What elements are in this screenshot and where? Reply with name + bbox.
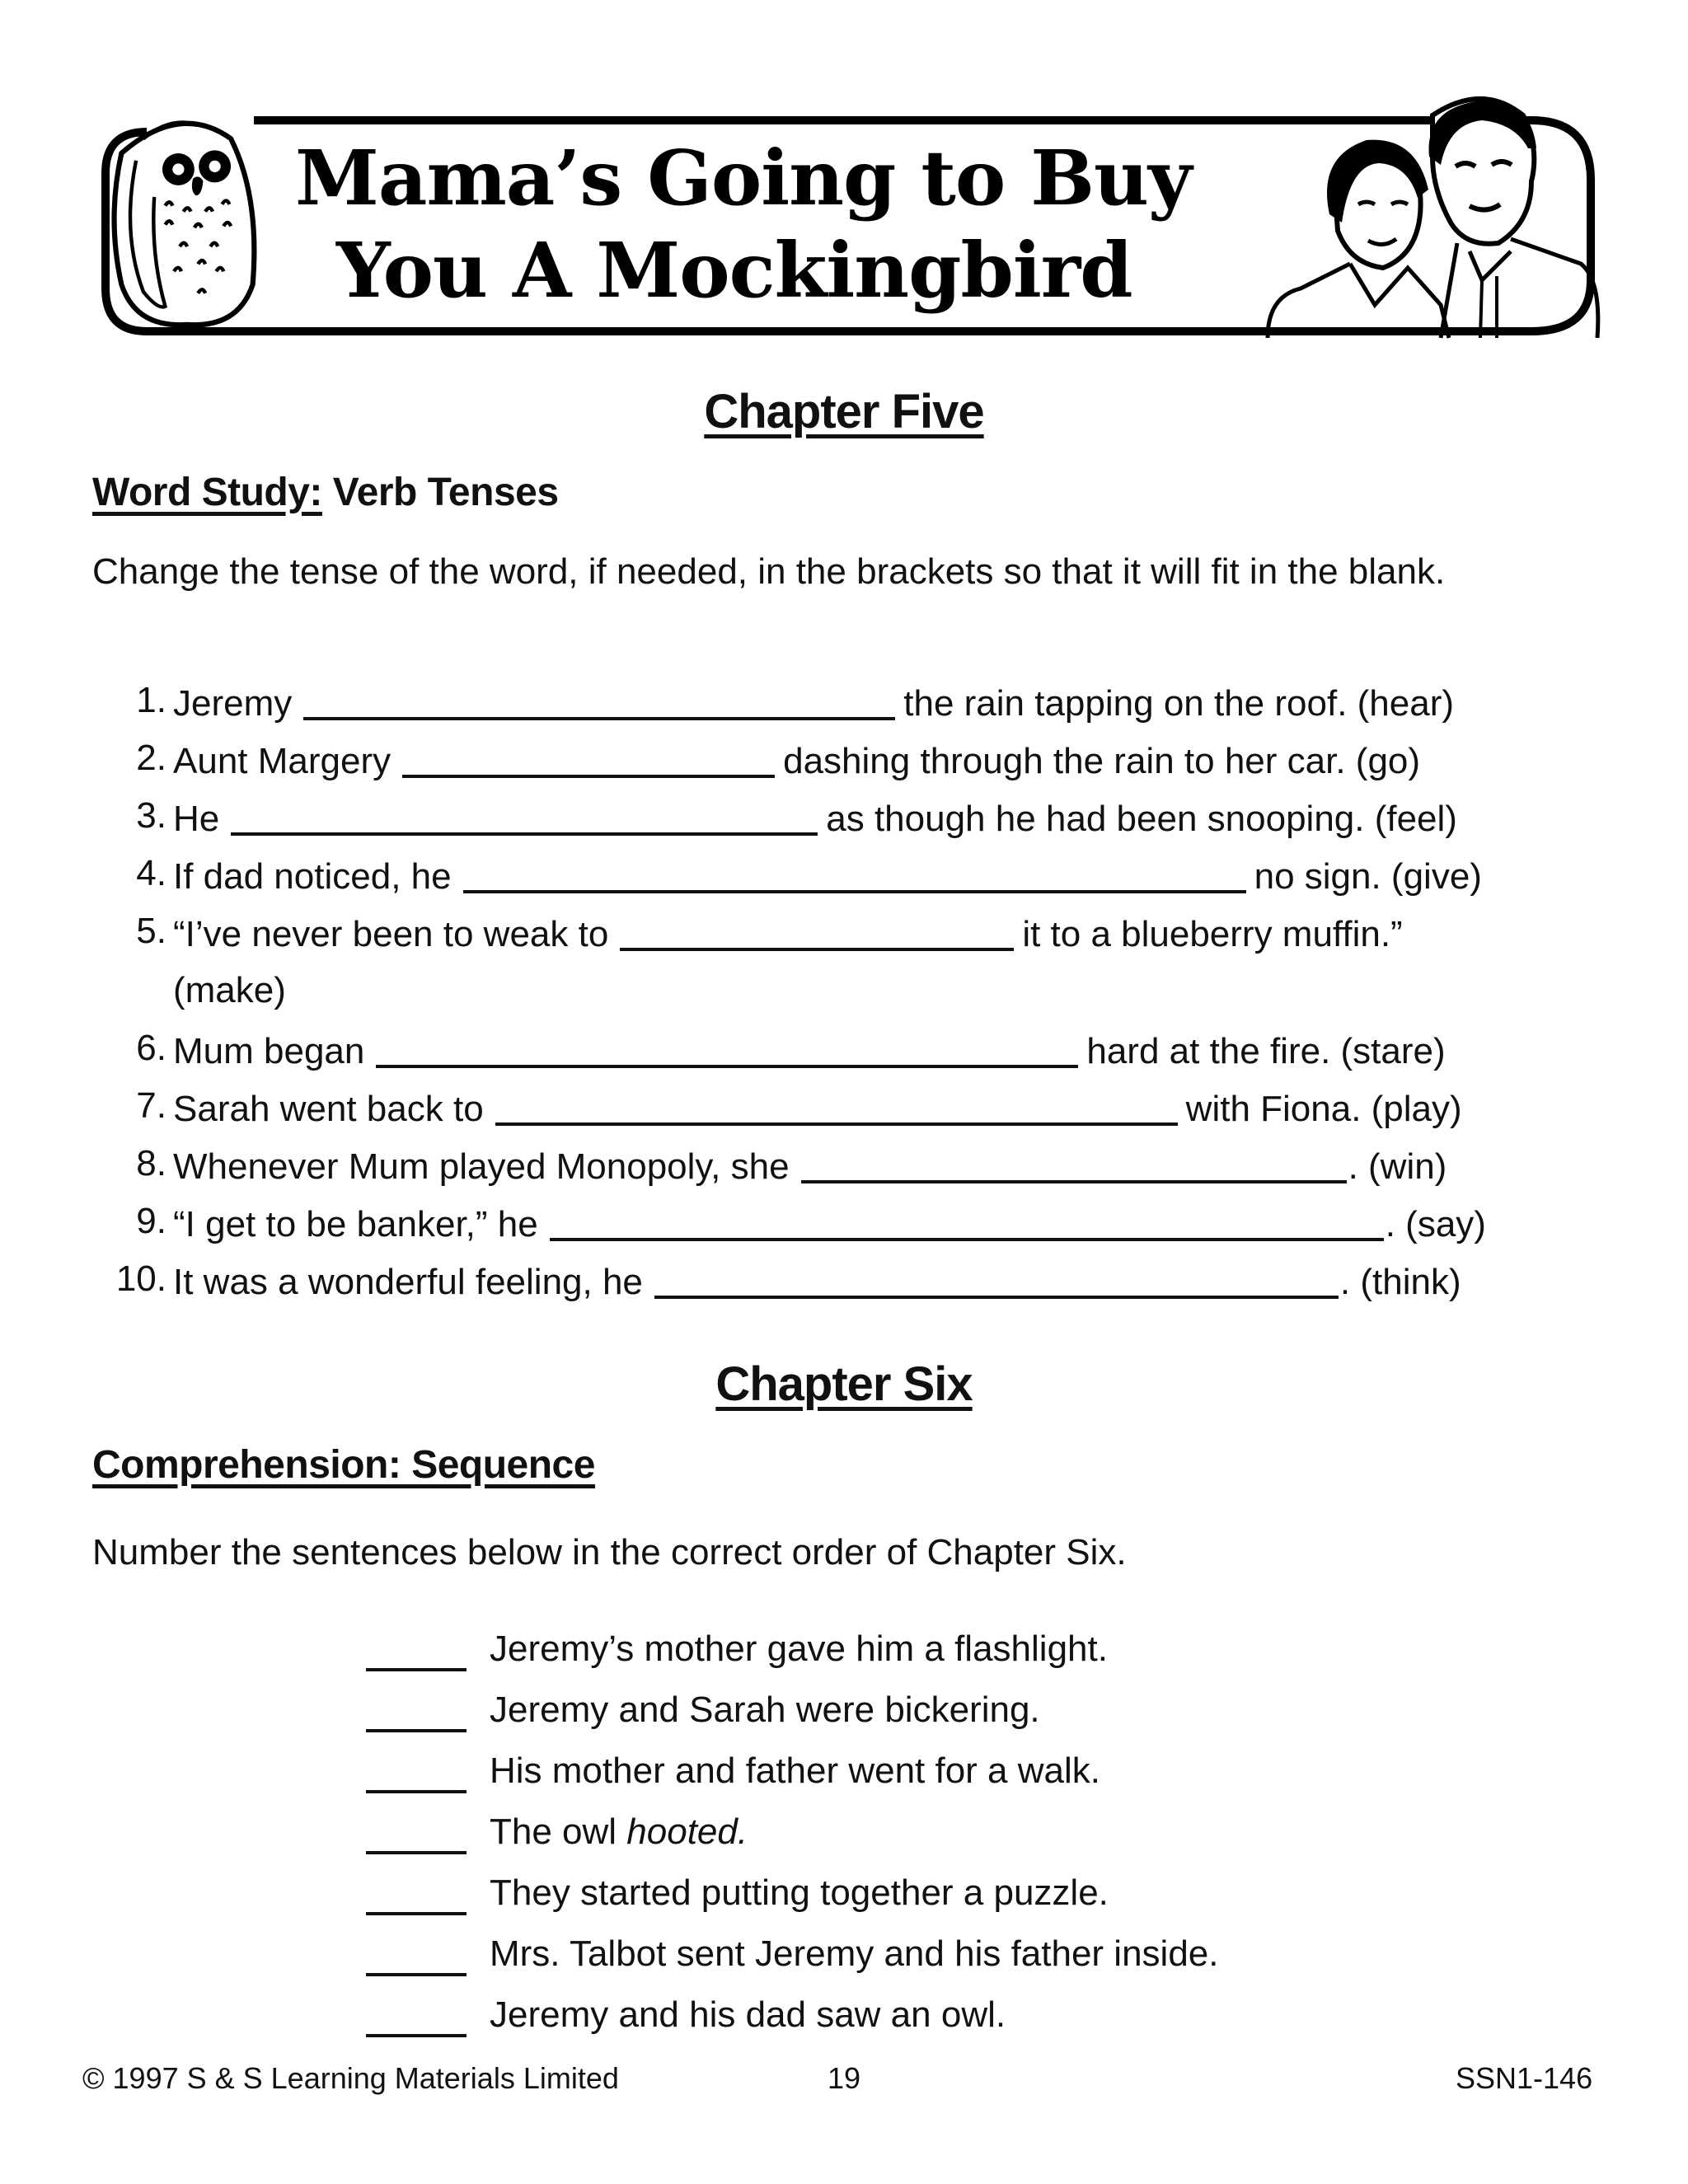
item-prefix: Aunt Margery [173,741,392,781]
footer-product-code: SSN1-146 [1456,2061,1593,2095]
answer-blank-10[interactable] [654,1259,1339,1299]
answer-blank-2[interactable] [402,738,775,778]
verb-tense-item-4 [92,849,1584,898]
answer-blank-3[interactable] [231,796,818,836]
verb-tense-item-1 [92,676,1584,725]
banner-title-line-2: You A Mockingbird [336,226,1132,315]
sequence-sentence-emphasis: hooted. [626,1811,748,1852]
chapter-six-title-text: Chapter Six [715,1357,973,1411]
answer-blank-9[interactable] [550,1202,1384,1241]
item-suffix: . (think) [1339,1262,1461,1302]
item-number: 5. [136,911,166,951]
verb-tense-instructions: Change the tense of the word, if needed, in the brackets so that it will fit in the blank. [92,551,1446,592]
sequence-number-blank[interactable] [366,1790,467,1793]
chapter-five-title [0,384,1688,439]
answer-blank-4[interactable] [463,854,1246,893]
item-number: 3. [136,795,166,836]
sequence-sentence: They started putting together a puzzle. [490,1872,1109,1913]
verb-tense-item-10 [92,1254,1584,1304]
item-suffix: as though he had been snooping. (feel) [826,799,1457,839]
item-number: 6. [136,1028,166,1068]
sequence-sentence: Jeremy and his dad saw an owl. [490,1994,1006,2035]
item-prefix: It was a wonderful feeling, he [173,1262,643,1302]
item-prefix: Sarah went back to [173,1089,484,1129]
owl-illustration [92,99,282,346]
sequence-sentence: His mother and father went for a walk. [490,1750,1100,1791]
verb-tense-item-7 [92,1081,1584,1131]
sequence-sentence [490,1803,748,1861]
parents-illustration [1235,91,1614,346]
item-number: 9. [136,1201,166,1241]
sequence-number-blank[interactable] [366,1973,467,1976]
answer-blank-7[interactable] [495,1086,1178,1126]
sequence-number-blank[interactable] [366,2034,467,2037]
item-suffix: dashing through the rain to her car. (go) [783,741,1421,781]
comprehension-heading [92,1442,595,1488]
banner-title-line-1: Mama’s Going to Buy [295,134,1192,223]
item-prefix: “I’ve never been to weak to [173,914,609,954]
sequence-sentence: Jeremy and Sarah were bickering. [490,1690,1040,1730]
footer-page-number: 19 [828,2061,861,2095]
word-study-heading [92,470,559,515]
item-prefix: If dad noticed, he [173,856,452,897]
banner-title [279,132,1400,316]
sequence-sentence-plain: The owl [490,1811,627,1852]
word-study-topic: Verb Tenses [332,471,559,514]
sequence-number-blank[interactable] [366,1912,467,1915]
sequence-number-blank[interactable] [366,1851,467,1854]
chapter-six-title [0,1357,1688,1412]
comprehension-heading-text: Comprehension: Sequence [92,1443,595,1487]
verb-tense-item-6 [92,1024,1584,1073]
item-prefix: He [173,799,220,839]
sequence-number-blank[interactable] [366,1729,467,1732]
verb-tense-item-5-continuation: (make) [173,970,286,1010]
item-suffix: . (win) [1348,1146,1447,1187]
item-prefix: Mum began [173,1031,365,1071]
item-suffix: hard at the fire. (stare) [1086,1031,1446,1071]
item-prefix: Whenever Mum played Monopoly, she [173,1146,790,1187]
footer-copyright: © 1997 S & S Learning Materials Limited [82,2061,619,2095]
sequence-instructions: Number the sentences below in the correct order of Chapter Six. [92,1532,1127,1572]
item-number: 2. [136,738,166,778]
verb-tense-item-8 [92,1139,1584,1188]
item-number: 4. [136,853,166,893]
sequence-sentence: Mrs. Talbot sent Jeremy and his father inside. [490,1933,1219,1974]
item-prefix: “I get to be banker,” he [173,1204,538,1244]
item-suffix: it to a blueberry muffin.” [1022,914,1403,954]
answer-blank-5[interactable] [620,912,1014,951]
answer-blank-1[interactable] [303,681,895,720]
item-number: 7. [136,1085,166,1126]
verb-tense-item-3 [92,791,1584,841]
item-suffix: the rain tapping on the roof. (hear) [903,683,1455,724]
answer-blank-6[interactable] [376,1029,1078,1068]
item-suffix: with Fiona. (play) [1185,1089,1462,1129]
item-number: 10. [115,1258,166,1299]
item-number: 1. [136,680,166,720]
verb-tense-item-2 [92,733,1584,783]
item-suffix: no sign. (give) [1254,856,1482,897]
sequence-sentence: Jeremy’s mother gave him a flashlight. [490,1629,1108,1669]
title-banner [97,115,1606,340]
verb-tense-item-9 [92,1197,1584,1246]
item-prefix: Jeremy [173,683,293,724]
item-suffix: . (say) [1385,1204,1486,1244]
word-study-label: Word Study: [92,471,322,514]
sequence-number-blank[interactable] [366,1668,467,1671]
verb-tense-item-5 [92,907,1584,956]
item-number: 8. [136,1143,166,1183]
chapter-five-title-text: Chapter Five [704,385,984,438]
answer-blank-8[interactable] [801,1144,1347,1183]
